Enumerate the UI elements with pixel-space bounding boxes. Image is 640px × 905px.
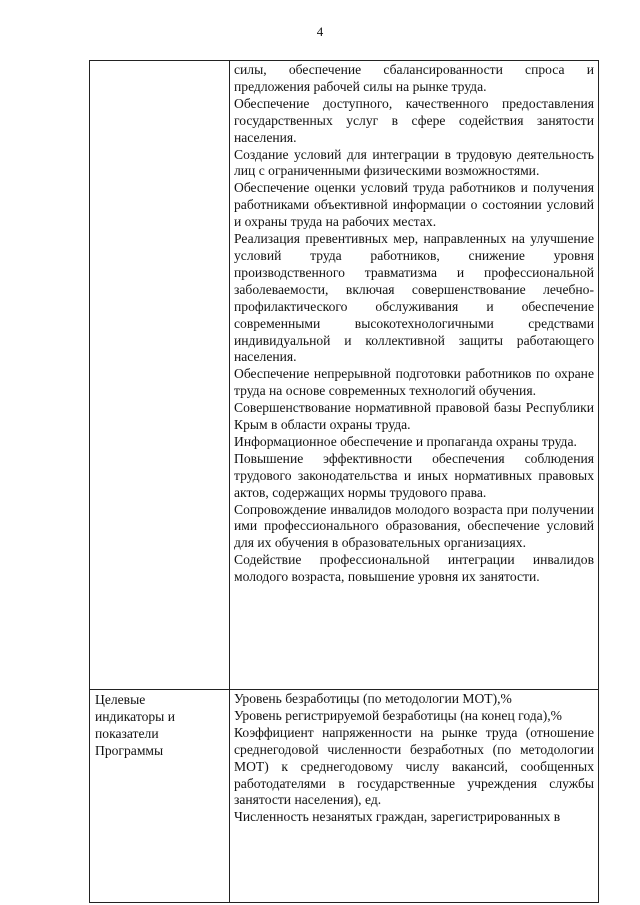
paragraph: Сопровождение инвалидов молодого возраста при получении ими профессионального образования, обеспечение условий для их обучения в образовательных организациях. — [234, 501, 594, 551]
row-label-cell — [90, 61, 230, 690]
paragraph: силы, обеспечение сбалансированности спроса и предложения рабочей силы на рынке труда. — [234, 62, 594, 94]
row-label-cell — [90, 690, 230, 903]
paragraph: Коэффициент напряженности на рынке труда (отношение среднегодовой численности безработных (по методологии МОТ) к среднегодовому числу вакансий, сообщенных работодателями в государственные учреждения службы занятости населения), ед. — [234, 724, 594, 808]
paragraph: Совершенствование нормативной правовой базы Республики Крым в области охраны труда. — [234, 400, 594, 433]
table-row — [90, 61, 599, 690]
paragraph: Реализация превентивных мер, направленных на улучшение условий труда работников, снижение уровня производственного травматизма и профессиональной заболеваемости, включая совершенствование лечебно-профилактического обслуживания и обеспечение современными высокотехнологичными средствами индивидуальной и коллективной защиты работающего населения. — [234, 231, 594, 365]
row-content-cell — [230, 61, 599, 690]
page-number: 4 — [316, 24, 324, 39]
paragraph: Содействие профессиональной интеграции инвалидов молодого возраста, повышение уровня их занятости. — [234, 552, 594, 585]
paragraph: Информационное обеспечение и пропаганда охраны труда. — [234, 433, 577, 449]
row-label-line: показатели — [95, 725, 159, 741]
paragraph: Повышение эффективности обеспечения соблюдения трудового законодательства и иных нормативных правовых актов, содержащих нормы трудового права. — [234, 450, 594, 500]
paragraph: Уровень безработицы (по методологии МОТ),% — [234, 691, 512, 706]
row-label-line: Программы — [95, 742, 164, 758]
paragraph: Обеспечение доступного, качественного предоставления государственных услуг в сфере содействия занятости населения. — [234, 95, 594, 145]
paragraph: Уровень регистрируемой безработицы (на конец года),% — [234, 707, 562, 723]
program-passport-table — [89, 60, 599, 903]
paragraph: Численность незанятых граждан, зарегистрированных в — [234, 809, 561, 825]
paragraph: Обеспечение непрерывной подготовки работников по охране труда на основе современных технологий обучения. — [234, 366, 594, 399]
row-label-line: индикаторы и — [95, 708, 175, 724]
paragraph: Обеспечение оценки условий труда работников и получения работниками объективной информации о состоянии условий и охраны труда на рабочих местах. — [234, 180, 594, 230]
paragraph: Создание условий для интеграции в трудовую деятельность лиц с ограниченными физическими возможностями. — [234, 146, 594, 179]
row-content-cell — [230, 690, 599, 903]
table-row — [90, 690, 599, 903]
row-label-line: Целевые — [95, 692, 146, 707]
